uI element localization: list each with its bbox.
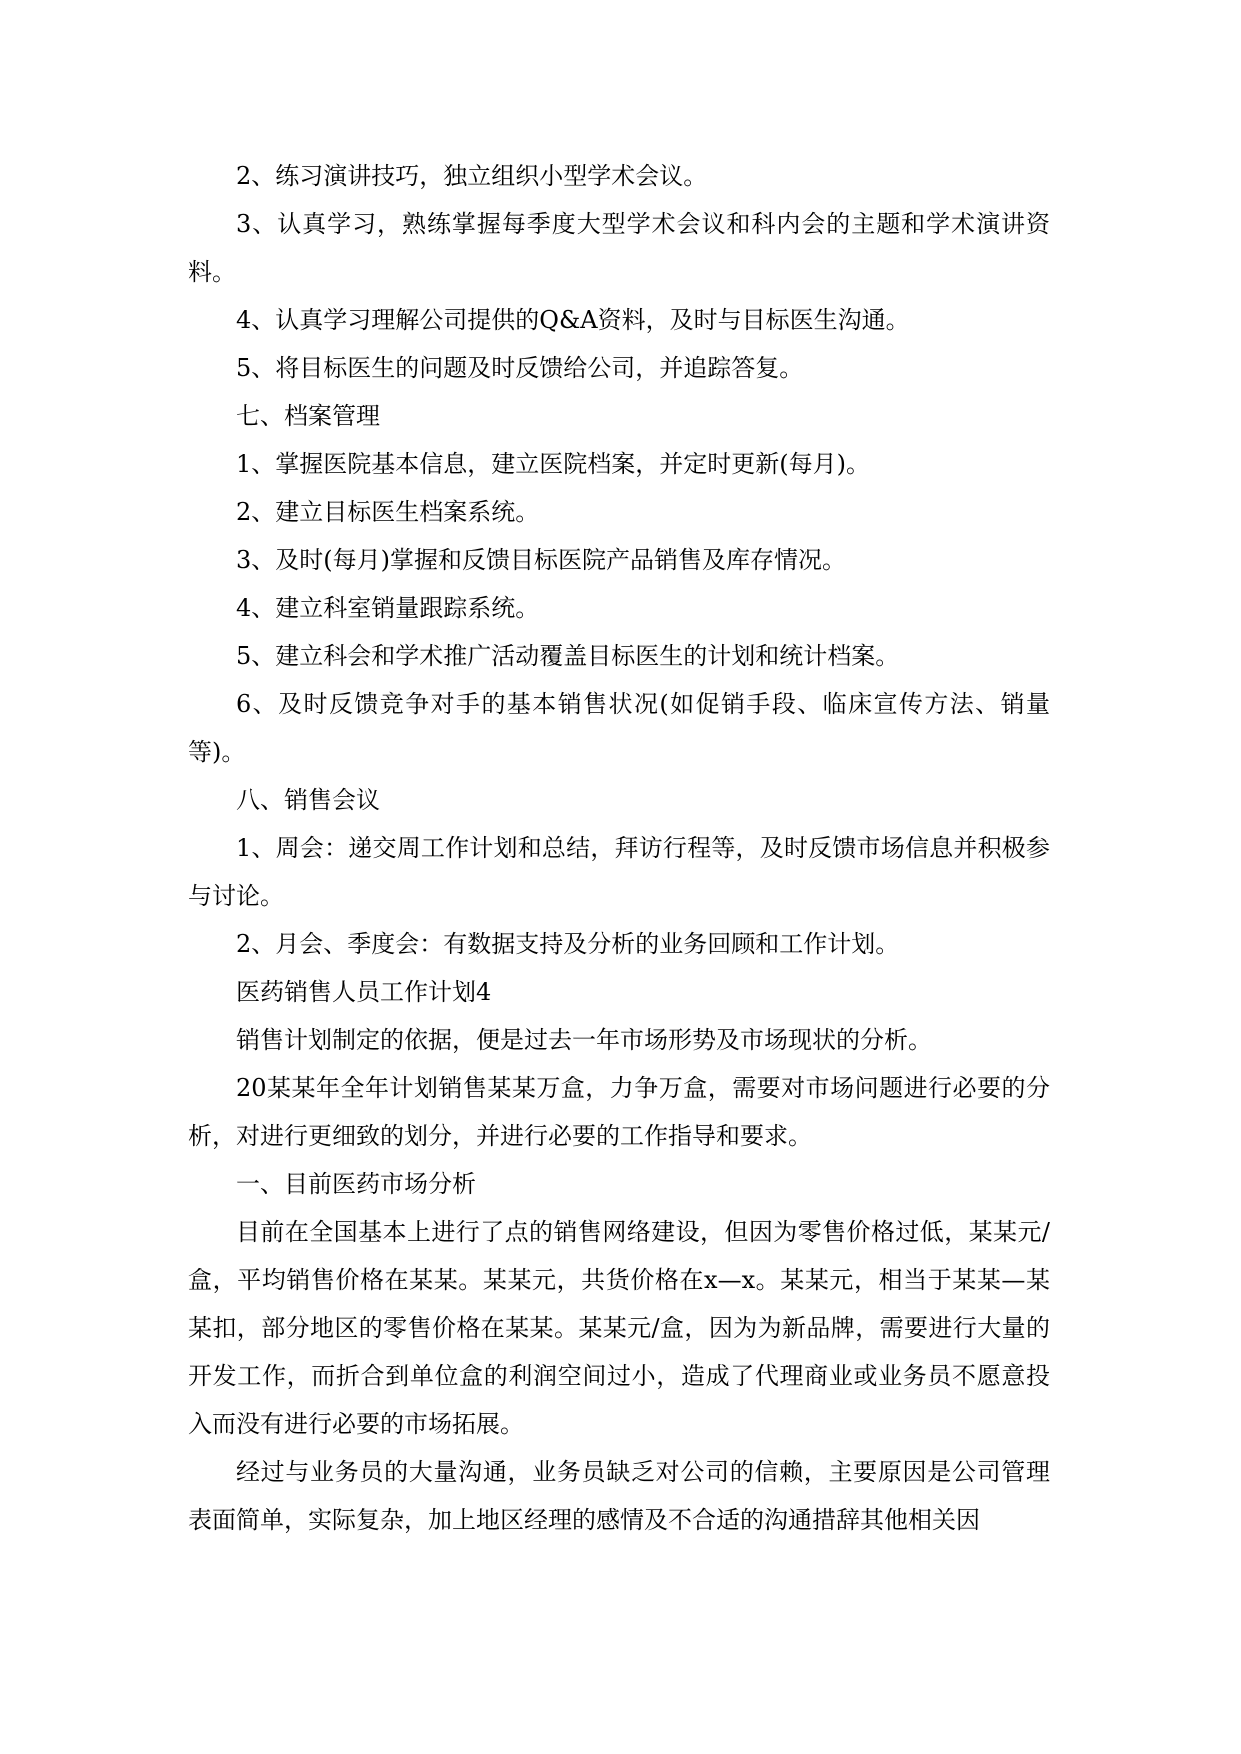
paragraph-monthly-quarterly-meeting: 2、月会、季度会：有数据支持及分析的业务回顾和工作计划。: [236, 930, 900, 958]
paragraph-study-materials: 3、认真学习，熟练掌握每季度大型学术会议和科内会的主题和学术演讲资料。: [188, 210, 1050, 286]
paragraph-feedback-to-company: 5、将目标医生的问题及时反馈给公司，并追踪答复。: [236, 354, 804, 382]
paragraph-academic-meeting-skills: 2、练习演讲技巧，独立组织小型学术会议。: [236, 162, 708, 190]
section-heading-sales-meeting: 八、销售会议: [236, 786, 380, 814]
paragraph-plan-basis: 销售计划制定的依据，便是过去一年市场形势及市场现状的分析。: [236, 1026, 932, 1054]
paragraph-competitor-feedback: 6、及时反馈竞争对手的基本销售状况(如促销手段、临床宣传方法、销量等)。: [188, 690, 1050, 766]
paragraph-promotion-archive: 5、建立科会和学术推广活动覆盖目标医生的计划和统计档案。: [236, 642, 900, 670]
section-heading-archive-management: 七、档案管理: [236, 402, 380, 430]
paragraph-department-sales-tracking: 4、建立科室销量跟踪系统。: [236, 594, 540, 622]
paragraph-salesperson-communication: 经过与业务员的大量沟通，业务员缺乏对公司的信赖，主要原因是公司管理表面简单，实际复杂，加上地区经理的感情及不合适的沟通措辞其他相关因: [188, 1458, 1050, 1534]
section-heading-market-analysis: 一、目前医药市场分析: [236, 1170, 476, 1198]
paragraph-doctor-archive: 2、建立目标医生档案系统。: [236, 498, 540, 526]
paragraph-market-status: 目前在全国基本上进行了点的销售网络建设，但因为零售价格过低，某某元/盒，平均销售价格在某某。某某元，共货价格在x—x。某某元，相当于某某—某某扣，部分地区的零售价格在某某。某某元/盒，因为为新品牌，需要进行大量的开发工作，而折合到单位盒的利润空间过小，造成了代理商业或业务员不愿意投入而没有进行必要的市场拓展。: [188, 1218, 1050, 1438]
paragraph-sales-inventory: 3、及时(每月)掌握和反馈目标医院产品销售及库存情况。: [236, 546, 846, 574]
paragraph-qa-materials: 4、认真学习理解公司提供的Q&A资料，及时与目标医生沟通。: [236, 306, 910, 334]
paragraph-weekly-meeting: 1、周会：递交周工作计划和总结，拜访行程等，及时反馈市场信息并积极参与讨论。: [188, 834, 1050, 910]
document-body: [188, 152, 1050, 1544]
paragraph-hospital-archive: 1、掌握医院基本信息，建立医院档案，并定时更新(每月)。: [236, 450, 870, 478]
document-section-title: 医药销售人员工作计划4: [236, 978, 492, 1006]
paragraph-annual-target: 20某某年全年计划销售某某万盒，力争万盒，需要对市场问题进行必要的分析，对进行更细致的划分，并进行必要的工作指导和要求。: [188, 1074, 1050, 1150]
